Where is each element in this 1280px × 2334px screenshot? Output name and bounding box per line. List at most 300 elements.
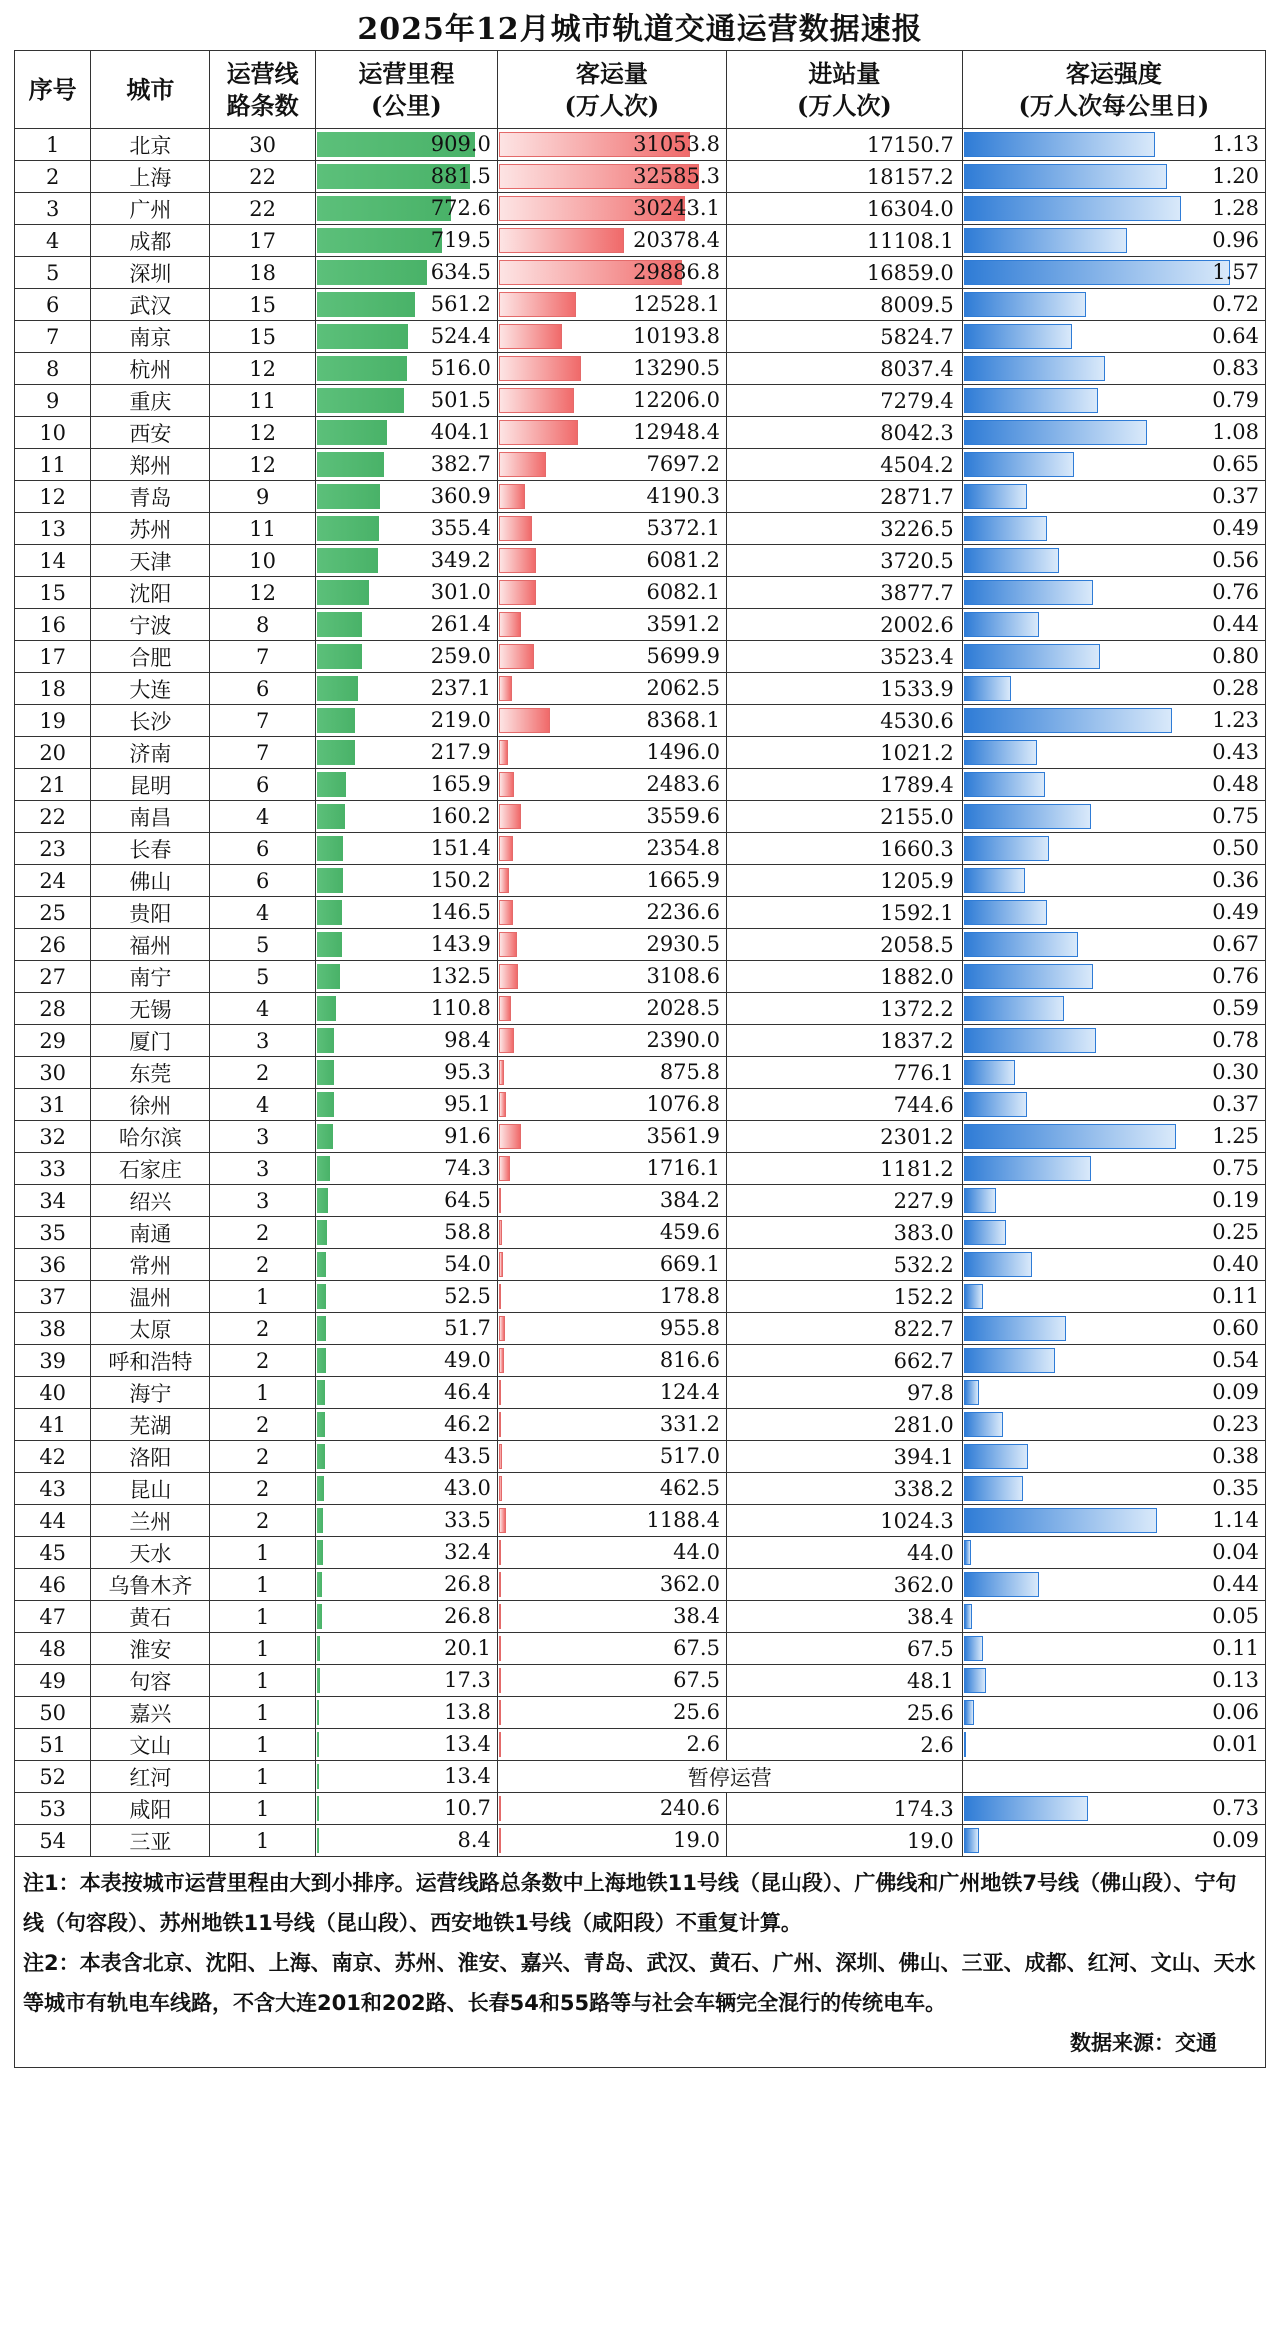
cell-intensity [962, 1505, 1265, 1537]
table-row [15, 1825, 1266, 1857]
cell-intensity [962, 1665, 1265, 1697]
cell-lines: 22 [210, 193, 316, 225]
cell-city: 上海 [91, 161, 210, 193]
cell-mileage [315, 609, 497, 641]
cell-lines: 2 [210, 1345, 316, 1377]
intensity-value: 0.11 [1212, 1284, 1259, 1308]
cell-lines: 18 [210, 257, 316, 289]
table-row [15, 289, 1266, 321]
cell-seq: 41 [15, 1409, 91, 1441]
cell-intensity [962, 1569, 1265, 1601]
mileage-value: 64.5 [444, 1188, 491, 1212]
intensity-value: 0.06 [1212, 1700, 1259, 1724]
cell-lines: 15 [210, 321, 316, 353]
mileage-value: 237.1 [430, 676, 491, 700]
cell-ridership [497, 193, 726, 225]
cell-city: 杭州 [91, 353, 210, 385]
ridership-value: 12528.1 [633, 292, 720, 316]
cell-city: 徐州 [91, 1089, 210, 1121]
ridership-value: 2.6 [686, 1732, 720, 1756]
cell-city: 郑州 [91, 449, 210, 481]
cell-city: 句容 [91, 1665, 210, 1697]
ridership-value: 6082.1 [646, 580, 720, 604]
mileage-value: 51.7 [444, 1316, 491, 1340]
cell-mileage [315, 1473, 497, 1505]
cell-entry: 48.1 [726, 1665, 962, 1697]
page-title: 2025年12月城市轨道交通运营数据速报 [357, 12, 923, 47]
cell-city: 天水 [91, 1537, 210, 1569]
cell-intensity [962, 929, 1265, 961]
cell-mileage [315, 1569, 497, 1601]
cell-intensity [962, 961, 1265, 993]
cell-seq: 14 [15, 545, 91, 577]
cell-ridership [497, 705, 726, 737]
cell-ridership [497, 449, 726, 481]
cell-ridership [497, 1025, 726, 1057]
cell-lines: 1 [210, 1825, 316, 1857]
cell-intensity [962, 1729, 1265, 1761]
cell-entry: 281.0 [726, 1409, 962, 1441]
cell-city: 南京 [91, 321, 210, 353]
cell-ridership [497, 1473, 726, 1505]
mileage-value: 20.1 [444, 1636, 491, 1660]
ridership-value: 12948.4 [633, 420, 720, 444]
intensity-value: 0.72 [1212, 292, 1259, 316]
cell-ridership [497, 993, 726, 1025]
intensity-value: 0.23 [1212, 1412, 1259, 1436]
cell-entry: 2155.0 [726, 801, 962, 833]
mileage-value: 54.0 [444, 1252, 491, 1276]
mileage-value: 33.5 [444, 1508, 491, 1532]
cell-seq: 37 [15, 1281, 91, 1313]
mileage-value: 110.8 [430, 996, 491, 1020]
cell-lines: 17 [210, 225, 316, 257]
intensity-value: 0.01 [1212, 1732, 1259, 1756]
table-row [15, 737, 1266, 769]
cell-intensity [962, 865, 1265, 897]
cell-mileage [315, 1345, 497, 1377]
header-city: 城市 [91, 51, 210, 129]
cell-lines: 22 [210, 161, 316, 193]
cell-ridership [497, 225, 726, 257]
intensity-value: 0.28 [1212, 676, 1259, 700]
cell-intensity [962, 1409, 1265, 1441]
table-row [15, 705, 1266, 737]
cell-city: 成都 [91, 225, 210, 257]
cell-mileage [315, 1121, 497, 1153]
cell-lines: 12 [210, 353, 316, 385]
intensity-value: 1.28 [1212, 196, 1259, 220]
cell-city: 济南 [91, 737, 210, 769]
cell-seq: 9 [15, 385, 91, 417]
cell-intensity [962, 1473, 1265, 1505]
intensity-value: 0.64 [1212, 324, 1259, 348]
cell-entry: 1372.2 [726, 993, 962, 1025]
header-intensity: 客运强度 (万人次每公里日) [962, 51, 1265, 129]
cell-intensity [962, 1537, 1265, 1569]
cell-lines: 1 [210, 1601, 316, 1633]
mileage-value: 26.8 [444, 1604, 491, 1628]
ridership-value: 2930.5 [646, 932, 720, 956]
intensity-value: 1.23 [1212, 708, 1259, 732]
cell-intensity [962, 1153, 1265, 1185]
ridership-value: 240.6 [659, 1796, 720, 1820]
mileage-value: 151.4 [430, 836, 491, 860]
ridership-value: 3108.6 [646, 964, 720, 988]
cell-entry: 174.3 [726, 1793, 962, 1825]
cell-mileage [315, 1825, 497, 1857]
intensity-value: 0.40 [1212, 1252, 1259, 1276]
header-ridership: 客运量 (万人次) [497, 51, 726, 129]
cell-city: 西安 [91, 417, 210, 449]
cell-seq: 52 [15, 1761, 91, 1793]
table-row [15, 1377, 1266, 1409]
cell-intensity [962, 1089, 1265, 1121]
cell-ridership [497, 609, 726, 641]
cell-seq: 12 [15, 481, 91, 513]
cell-mileage [315, 993, 497, 1025]
cell-city: 黄石 [91, 1601, 210, 1633]
cell-intensity [962, 769, 1265, 801]
cell-seq: 6 [15, 289, 91, 321]
cell-entry: 17150.7 [726, 129, 962, 161]
cell-seq: 27 [15, 961, 91, 993]
cell-seq: 24 [15, 865, 91, 897]
header-seq: 序号 [15, 51, 91, 129]
cell-entry: 227.9 [726, 1185, 962, 1217]
ridership-value: 1665.9 [646, 868, 720, 892]
cell-mileage [315, 1665, 497, 1697]
cell-seq: 45 [15, 1537, 91, 1569]
cell-entry: 1205.9 [726, 865, 962, 897]
cell-intensity [962, 1121, 1265, 1153]
cell-seq: 18 [15, 673, 91, 705]
cell-ridership [497, 577, 726, 609]
cell-city: 沈阳 [91, 577, 210, 609]
mileage-value: 516.0 [430, 356, 491, 380]
cell-lines: 15 [210, 289, 316, 321]
cell-mileage [315, 353, 497, 385]
cell-ridership [497, 1313, 726, 1345]
cell-mileage [315, 1633, 497, 1665]
cell-entry: 362.0 [726, 1569, 962, 1601]
table-row [15, 1441, 1266, 1473]
cell-ridership [497, 641, 726, 673]
cell-ridership [497, 769, 726, 801]
ridership-value: 2390.0 [646, 1028, 720, 1052]
intensity-value: 0.25 [1212, 1220, 1259, 1244]
cell-ridership [497, 1409, 726, 1441]
data-source: 数据来源：交通 [1070, 2031, 1217, 2055]
table-row [15, 993, 1266, 1025]
table-row [15, 769, 1266, 801]
table-row [15, 1537, 1266, 1569]
intensity-value: 0.35 [1212, 1476, 1259, 1500]
table-row [15, 161, 1266, 193]
cell-seq: 54 [15, 1825, 91, 1857]
cell-city: 嘉兴 [91, 1697, 210, 1729]
ridership-value: 19.0 [673, 1828, 720, 1852]
cell-ridership [497, 129, 726, 161]
cell-lines: 5 [210, 961, 316, 993]
cell-mileage [315, 897, 497, 929]
cell-entry: 3523.4 [726, 641, 962, 673]
mileage-value: 217.9 [430, 740, 491, 764]
cell-lines: 9 [210, 481, 316, 513]
cell-seq: 19 [15, 705, 91, 737]
cell-seq: 21 [15, 769, 91, 801]
mileage-value: 49.0 [444, 1348, 491, 1372]
intensity-value: 0.30 [1212, 1060, 1259, 1084]
cell-seq: 38 [15, 1313, 91, 1345]
cell-ridership [497, 897, 726, 929]
cell-entry: 1882.0 [726, 961, 962, 993]
cell-seq: 39 [15, 1345, 91, 1377]
cell-seq: 10 [15, 417, 91, 449]
table-row [15, 1569, 1266, 1601]
cell-entry: 38.4 [726, 1601, 962, 1633]
cell-mileage [315, 1601, 497, 1633]
cell-city: 昆明 [91, 769, 210, 801]
notes [14, 1857, 1266, 2068]
cell-seq: 13 [15, 513, 91, 545]
table-row [15, 1473, 1266, 1505]
table-row [15, 1633, 1266, 1665]
intensity-value: 0.96 [1212, 228, 1259, 252]
cell-entry: 2.6 [726, 1729, 962, 1761]
cell-entry: 16304.0 [726, 193, 962, 225]
ridership-value: 7697.2 [646, 452, 720, 476]
intensity-value: 0.09 [1212, 1828, 1259, 1852]
cell-seq: 1 [15, 129, 91, 161]
ridership-value: 124.4 [659, 1380, 720, 1404]
cell-mileage [315, 385, 497, 417]
ridership-value: 10193.8 [633, 324, 720, 348]
mileage-value: 32.4 [444, 1540, 491, 1564]
table-row [15, 1761, 1266, 1793]
cell-mileage [315, 257, 497, 289]
mileage-value: 349.2 [430, 548, 491, 572]
cell-lines: 12 [210, 577, 316, 609]
cell-seq: 40 [15, 1377, 91, 1409]
cell-mileage [315, 1025, 497, 1057]
cell-city: 石家庄 [91, 1153, 210, 1185]
cell-entry: 18157.2 [726, 161, 962, 193]
cell-entry: 1181.2 [726, 1153, 962, 1185]
cell-lines: 1 [210, 1537, 316, 1569]
cell-intensity [962, 417, 1265, 449]
cell-entry: 7279.4 [726, 385, 962, 417]
cell-intensity [962, 577, 1265, 609]
cell-seq: 8 [15, 353, 91, 385]
cell-city: 武汉 [91, 289, 210, 321]
ridership-value: 13290.5 [633, 356, 720, 380]
cell-seq: 33 [15, 1153, 91, 1185]
cell-mileage [315, 417, 497, 449]
cell-mileage [315, 1281, 497, 1313]
table-row [15, 545, 1266, 577]
cell-ridership [497, 1441, 726, 1473]
cell-lines: 2 [210, 1473, 316, 1505]
cell-intensity [962, 481, 1265, 513]
table-row [15, 385, 1266, 417]
cell-intensity [962, 833, 1265, 865]
ridership-value: 38.4 [673, 1604, 720, 1628]
cell-lines: 3 [210, 1153, 316, 1185]
cell-ridership [497, 1633, 726, 1665]
cell-entry: 3720.5 [726, 545, 962, 577]
cell-city: 呼和浩特 [91, 1345, 210, 1377]
cell-seq: 47 [15, 1601, 91, 1633]
ridership-value: 25.6 [673, 1700, 720, 1724]
cell-lines: 1 [210, 1793, 316, 1825]
mileage-value: 95.3 [444, 1060, 491, 1084]
table-row [15, 961, 1266, 993]
cell-lines: 2 [210, 1409, 316, 1441]
mileage-value: 13.4 [444, 1732, 491, 1756]
cell-mileage [315, 481, 497, 513]
mileage-value: 404.1 [430, 420, 491, 444]
intensity-value: 0.44 [1212, 612, 1259, 636]
table-row [15, 1153, 1266, 1185]
cell-intensity [962, 673, 1265, 705]
cell-mileage [315, 737, 497, 769]
cell-city: 长沙 [91, 705, 210, 737]
cell-intensity [962, 1377, 1265, 1409]
mileage-value: 8.4 [457, 1828, 491, 1852]
cell-city: 天津 [91, 545, 210, 577]
cell-ridership [497, 385, 726, 417]
cell-lines: 12 [210, 449, 316, 481]
ridership-value: 2028.5 [646, 996, 720, 1020]
table-row [15, 353, 1266, 385]
cell-ridership [497, 1281, 726, 1313]
cell-entry: 532.2 [726, 1249, 962, 1281]
intensity-value: 0.83 [1212, 356, 1259, 380]
cell-city: 贵阳 [91, 897, 210, 929]
cell-city: 咸阳 [91, 1793, 210, 1825]
cell-intensity [962, 385, 1265, 417]
cell-entry: 1024.3 [726, 1505, 962, 1537]
cell-city: 温州 [91, 1281, 210, 1313]
cell-lines: 1 [210, 1761, 316, 1793]
cell-intensity [962, 257, 1265, 289]
cell-intensity [962, 1345, 1265, 1377]
cell-mileage [315, 1089, 497, 1121]
cell-mileage [315, 1313, 497, 1345]
cell-mileage [315, 289, 497, 321]
ridership-value: 67.5 [673, 1668, 720, 1692]
cell-lines: 3 [210, 1185, 316, 1217]
cell-intensity [962, 353, 1265, 385]
cell-intensity-empty [962, 1761, 1265, 1793]
cell-intensity [962, 641, 1265, 673]
cell-intensity [962, 801, 1265, 833]
cell-intensity [962, 1057, 1265, 1089]
cell-entry: 2002.6 [726, 609, 962, 641]
ridership-value: 30243.1 [633, 196, 720, 220]
cell-lines: 3 [210, 1025, 316, 1057]
table-row [15, 1057, 1266, 1089]
intensity-value: 0.75 [1212, 1156, 1259, 1180]
cell-intensity [962, 193, 1265, 225]
mileage-value: 58.8 [444, 1220, 491, 1244]
cell-city: 乌鲁木齐 [91, 1569, 210, 1601]
note-2: 注2：本表含北京、沈阳、上海、南京、苏州、淮安、嘉兴、青岛、武汉、黄石、广州、深圳、佛山、三亚、成都、红河、文山、天水等城市有轨电车线路，不含大连201和202路、长春54和55路等与社会车辆完全混行的传统电车。 [23, 1951, 1256, 2015]
cell-mileage [315, 1409, 497, 1441]
cell-city: 东莞 [91, 1057, 210, 1089]
cell-seq: 20 [15, 737, 91, 769]
cell-ridership [497, 1537, 726, 1569]
ridership-value: 459.6 [659, 1220, 720, 1244]
table-row [15, 1601, 1266, 1633]
cell-entry: 1533.9 [726, 673, 962, 705]
table-row [15, 1793, 1266, 1825]
ridership-value: 1716.1 [646, 1156, 720, 1180]
table-row [15, 673, 1266, 705]
cell-mileage [315, 1729, 497, 1761]
ridership-value: 1188.4 [646, 1508, 720, 1532]
cell-city: 昆山 [91, 1473, 210, 1505]
cell-seq: 23 [15, 833, 91, 865]
cell-seq: 30 [15, 1057, 91, 1089]
cell-ridership [497, 737, 726, 769]
cell-ridership [497, 289, 726, 321]
mileage-value: 74.3 [444, 1156, 491, 1180]
cell-city: 太原 [91, 1313, 210, 1345]
cell-mileage [315, 1217, 497, 1249]
cell-mileage [315, 833, 497, 865]
cell-entry: 394.1 [726, 1441, 962, 1473]
cell-lines: 30 [210, 129, 316, 161]
cell-intensity [962, 1601, 1265, 1633]
mileage-value: 881.5 [430, 164, 491, 188]
ridership-value: 32585.3 [633, 164, 720, 188]
mileage-value: 772.6 [430, 196, 491, 220]
table-row [15, 1025, 1266, 1057]
mileage-value: 501.5 [430, 388, 491, 412]
cell-lines: 11 [210, 385, 316, 417]
cell-entry: 152.2 [726, 1281, 962, 1313]
mileage-value: 382.7 [430, 452, 491, 476]
cell-seq: 36 [15, 1249, 91, 1281]
cell-ridership [497, 1089, 726, 1121]
cell-ridership [497, 353, 726, 385]
cell-lines: 1 [210, 1377, 316, 1409]
cell-mileage [315, 129, 497, 161]
cell-entry: 1021.2 [726, 737, 962, 769]
cell-city: 广州 [91, 193, 210, 225]
ridership-value: 6081.2 [646, 548, 720, 572]
mileage-value: 719.5 [430, 228, 491, 252]
intensity-value: 0.76 [1212, 580, 1259, 604]
mileage-value: 165.9 [430, 772, 491, 796]
cell-intensity [962, 1025, 1265, 1057]
cell-ridership [497, 257, 726, 289]
ridership-value: 5699.9 [646, 644, 720, 668]
cell-mileage [315, 705, 497, 737]
cell-seq: 26 [15, 929, 91, 961]
intensity-value: 0.43 [1212, 740, 1259, 764]
cell-entry: 4530.6 [726, 705, 962, 737]
cell-city: 大连 [91, 673, 210, 705]
cell-ridership [497, 1217, 726, 1249]
ridership-value: 5372.1 [646, 516, 720, 540]
cell-seq: 5 [15, 257, 91, 289]
cell-mileage [315, 1185, 497, 1217]
cell-intensity [962, 225, 1265, 257]
cell-ridership [497, 1249, 726, 1281]
